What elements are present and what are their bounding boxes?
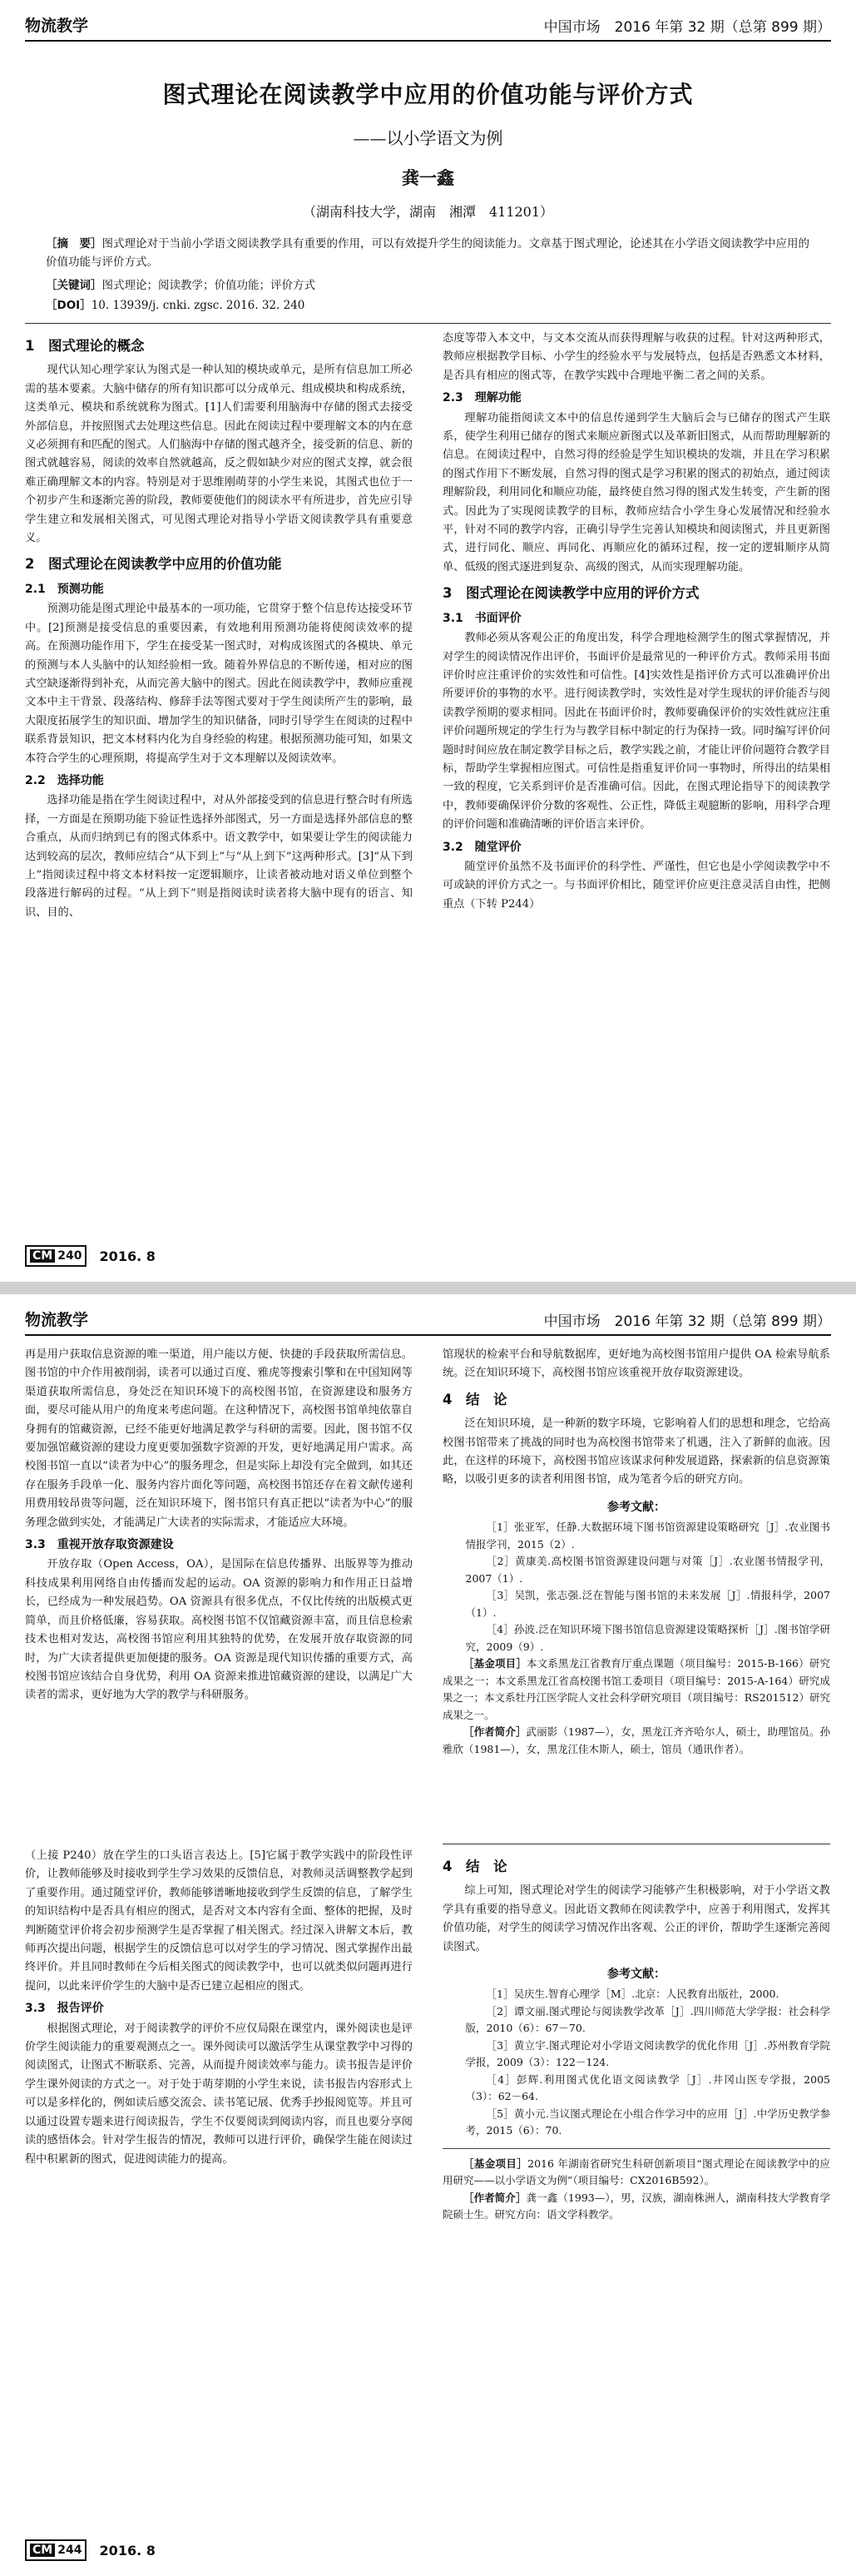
paragraph: 根据图式理论，对于阅读教学的评价不应仅局限在课堂内，课外阅读也是评价学生阅读能力的重要观测点之一。课外阅读可以激活学生从课堂教学中习得的阅读图式，让图式不断联系、完善，从而提升阅读效率与能力。读书报告是评价学生课外阅读的方式之一。对于处于萌芽期的小学生来说，读书报告内容形式上可以是多样化的，例如读后感交流会、读书笔记展、优秀手抄报阅览等。并且可以通过设置专题来进行阅读报告，学生不仅要阅读到阅读内容，而且也要分享阅读的感悟体会。针对学生报告的情况，教师可以进行评价，确保学生能在阅读过程中积累新的图式，促进阅读能力的提高。 [25,2022,413,2166]
running-header [25,1303,831,1336]
bio-label: ［作者简介］ [463,2191,527,2204]
page-number: 240 [57,1249,82,1263]
issue-date: 2016. 8 [99,1248,156,1264]
left-column [25,330,413,1220]
subsection-heading: 2.3 理解功能 [443,391,522,405]
section-heading: 2 图式理论在阅读教学中应用的价值功能 [25,556,282,573]
reference-item: ［3］吴凯，张志强.泛在智能与图书馆的未来发展［J］.情报科学，2007（1）. [465,1589,830,1619]
references-title: 参考文献： [607,1500,666,1514]
doi-block [46,296,810,315]
issue-info: 中国市场 2016 年第 32 期（总第 899 期） [543,1313,831,1330]
issue-info: 中国市场 2016 年第 32 期（总第 899 期） [543,19,831,36]
page-footer [25,1245,156,1267]
left-column-top [25,1346,413,1837]
running-header [25,8,831,42]
paragraph: 理解功能指阅读文本中的信息传递到学生大脑后会与已储存的图式产生联系，使学生利用已储存的图式来顺应新图式以及革新旧图式，从而帮助理解新的信息。在阅读过程中，自然习得的经验是学生知识模块的发端，并且在学习积累的图式作用下不断发展，自然习得的图式是学习积累的图式的初始点，通过阅读理解阶段，利用同化和顺应功能，最终使自然习得的图式发生转变，产生新的图式。因此为了实现阅读教学的目标，教师应结合小学生身心发展情况和经验水平，针对不同的教学内容，正确引导学生完善认知模块和阅读图式，并且更新图式，进行同化、顺应、再同化、再顺应化的循环过程，按一定的逻辑顺序从简单、低级的图式逐进到复杂、高级的图式，从而实现理解功能。 [443,411,830,573]
reference-item: ［4］彭辉.利用图式优化语文阅读教学［J］.井冈山医专学报，2005（3）：62－64. [465,2072,830,2103]
paragraph: （上接 P240）放在学生的口头语言表达上。[5]它属于教学实践中的阶段性评价，让教师能够及时接收到学生学习效果的反馈信息，对教师灵活调整教学起到了重要作用。通过随堂评价，教师能够谱晰地接收到学生反馈的信息，了解学生的知识结构中是否具有相应的图式，是否对文本内容有全面、整体的把握，及时判断随堂评价将会初步预测学生是否掌握了相关图式。经过深入讲解文本后，教师再次提出问题，根据学生的反馈信息可以对学生的学习情况、图式掌握作出最终评价。并且同时教师在今后相关图式的阅读教学中，也可以就类似问题再进行提问，以此来评价学生的大脑中是否已建立起相应的图式。 [25,1849,413,1993]
section-heading: 4 结 论 [443,1859,507,1874]
reference-item: ［5］黄小元.当议图式理论在小组合作学习中的应用［J］.中学历史教学参考，2015（6）：70. [465,2107,830,2137]
paragraph: 随堂评价虽然不及书面评价的科学性、严谨性，但它也是小学阅读教学中不可或缺的评价方式之一。与书面评价相比，随堂评价应更注意灵活自由性，把侧重点（下转 P244） [443,860,830,911]
subsection-heading: 3.3 重视开放存取资源建设 [25,1538,174,1552]
paragraph: 选择功能是指在学生阅读过程中，对从外部接受到的信息进行整合时有所选择，一方面是在预期功能下验证性选择外部图式，另一方面是选择外部信息的整合重点，从而归纳到已有的图式体系中。语文教学中，如果要让学生的阅读能力达到较高的层次，教师应结合“从下到上”与“从上到下”这两种形式。[3]“从下到上”指阅读过程中将文本材料按一定逻辑顺序，让读者被动地对语义单位到整个段落进行解码的过程。“从上到下”则是指阅读时读者将大脑中现有的语言、知识、目的、 [25,794,413,919]
author-affiliation: （湖南科技大学，湖南 湘潭 411201） [302,204,554,220]
author-bio [443,1724,830,1758]
fund-label: ［基金项目］ [463,2157,528,2170]
reference-item: ［2］黄康美.高校图书馆资源建设问题与对策［J］.农业图书情报学刊，2007（1）. [465,1555,830,1585]
subsection-heading: 2.2 选择功能 [25,773,104,787]
references-title: 参考文献： [607,1968,666,1982]
journal-badge [25,1245,87,1267]
reference-item: ［4］孙波.泛在知识环境下图书馆信息资源建设策略探析［J］.图书馆学研究，2009（9）. [465,1623,830,1653]
section-name: 物流教学 [25,1311,89,1329]
subsection-heading: 3.3 报告评价 [25,2002,104,2016]
author-bio [443,2190,830,2224]
abstract-label: ［摘 要］ [46,237,102,251]
journal-page-240 [0,0,856,1282]
section-name: 物流教学 [25,17,89,35]
keywords-label: ［关键词］ [46,279,102,292]
bio-text: 龚一鑫（1993—），男，汉族，湖南株洲人，湖南科技大学教育学院硕士生。研究方向：语文学科教学。 [443,2191,830,2221]
reference-item: ［1］吴庆生.智育心理学［M］.北京：人民教育出版社，2000. [486,1988,779,2001]
abstract-block [46,235,810,271]
bio-label: ［作者简介］ [463,1725,527,1739]
section-heading: 1 图式理论的概念 [25,338,145,354]
divider [443,2148,830,2149]
paragraph: 教师必须从客观公正的角度出发，科学合理地检测学生的图式掌握情况，并对学生的阅读情况作出评价，书面评价是最常见的一种评价方式。教师采用书面评价时应注重评价的实效性和可信性。[4]实效性是指评价方式可以准确评价出所要评价的事物的水平。进行阅读教学时，实效性是对学生现状的评价能否与阅读教学预期的要求相同。因此在书面评价时，教师要确保评价的实效性就应注重评价问题所规定的学生行为与教学目标中制定的行为保持一致。同时编写评价问题时时间应放在制定教学目标之后，教学实践之前，才能让评价问题符合教学目标，帮助学生掌握相应图式。可信性是指重复评价同一事物时，所得出的结果相一致的程度，它关系到评价是否准确可信。因此，在图式理论指导下的阅读教学中，教师要确保评价分数的客观性、公正性，降低主观臆断的影响，用科学合理的评价问题和准确清晰的评价语言来评价。 [443,632,830,831]
fund-label: ［基金项目］ [463,1657,527,1670]
reference-item: ［1］张亚军，任静.大数据环境下图书馆资源建设策略研究［J］.农业图书情报学刊，2015（2）. [465,1521,830,1551]
keywords-block [46,276,810,295]
journal-logo-icon: CM [30,1249,55,1263]
paragraph: 态度等带入本文中，与文本交流从而获得理解与收获的过程。针对这两种形式，教师应根据教学目标、小学生的经验水平与发展特点，包括是否熟悉文本材料，是否具有相应的图式等，在教学实践中合理地平衡二者之间的关系。 [443,332,830,382]
doi-text: 10. 13939/j. cnki. zgsc. 2016. 32. 240 [91,299,305,312]
keywords-text: 图式理论；阅读教学；价值功能；评价方式 [101,279,315,292]
page-gap [0,1282,856,1294]
doi-label: ［DOI］ [46,299,92,312]
paragraph: 综上可知，图式理论对学生的阅读学习能够产生积极影响，对于小学语文教学具有重要的指导意义。因此语文教师在阅读教学中，应善于利用图式，发挥其价值功能，对学生的阅读学习情况作出客观、公正的评价，帮助学生逐渐完善阅读图式。 [443,1884,830,1953]
fund-text: 本文系黑龙江省教育厅重点课题（项目编号：2015-B-166）研究成果之一；本文系黑龙江省高校图书馆工委项目（项目编号：2015-A-164）研究成果之一；本文系牡丹江医学院人文社会科学研究项目（项目编号：RS201512）研究成果之一。 [443,1657,830,1721]
paragraph: 现代认知心理学家认为图式是一种认知的模块或单元，是所有信息加工所必需的基本要素。大脑中储存的所有知识都可以分成单元、组成模块和构成系统，这类单元、模块和系统就称为图式。[1]人们需要利用脑海中存储的图式去接受外部信息，并按照图式去处理这些信息。因此在阅读过程中要理解文本的内在意义必须拥有和匹配的图式。人们脑海中存储的图式越齐全，接受新的信息、新的图式就越容易，阅读的效率自然就越高，反之假如缺少对应的图式支撑，就会很难正确理解文本的内容。特别是对于思维刚萌芽的小学生来说，其图式也位于一个初步产生和逐渐完善的阶段，教师要使他们的阅读水平有所进步，首先应引导学生建立和发展相关图式，可见图式理论对指导小学语文阅读教学具有重要意义。 [25,364,413,545]
divider [25,323,831,324]
bio-text: 武丽影（1987—），女，黑龙江齐齐哈尔人，硕士，助理馆员。孙雅欣（1981—），女，黑龙江佳木斯人，硕士，馆员（通讯作者）。 [443,1725,830,1755]
journal-badge [25,2539,87,2561]
page-footer [25,2539,156,2561]
subsection-heading: 3.1 书面评价 [443,611,522,625]
section-heading: 3 图式理论在阅读教学中应用的评价方式 [443,585,700,602]
abstract-text: 图式理论对于当前小学语文阅读教学具有重要的作用，可以有效提升学生的阅读能力。文章基于图式理论，论述其在小学语文阅读教学中应用的价值功能与评价方式。 [46,237,809,269]
author-name: 龚一鑫 [402,168,454,188]
subsection-heading: 3.2 随堂评价 [443,840,522,854]
paragraph: 开放存取（Open Access，OA），是国际在信息传播界、出版界等为推动科技成果利用网络自由传播而发起的运动。OA 资源的影响力和作用正日益增长，已经成为一种发展趋势。OA 资源具有很多优点，不仅比传统的出版模式更简单，而且价格低廉，容易获取。高校图书馆不仅馆藏资源丰富，而且信息检索技术也相对发达，高校图书馆应利用其独特的优势，在发展开放存取资源的同时，为广大读者提供更加便捷的服务。OA 资源是现代知识传播的重要方式，高校图书馆应该结合自身优势，利用 OA 资源来推进馆藏资源的建设，以满足广大读者的需求，更好地为大学的教学与科研服务。 [25,1558,413,1702]
paragraph: 泛在知识环境，是一种新的数字环境，它影响着人们的思想和理念，它给高校图书馆带来了挑战的同时也为高校图书馆带来了机遇，注入了新鲜的血液。因此，在这样的环境下，高校图书馆应该谋求何种发展道路，探索新的信息资源策略，以吸引更多的读者利用图书馆，成为笔者今后的研究方向。 [443,1417,830,1487]
article-title: 图式理论在阅读教学中应用的价值功能与评价方式 [162,81,694,108]
fund-note [443,2156,830,2190]
journal-page-244 [0,1294,856,2576]
reference-item: ［3］黄立宇.图式理论对小学语文阅读教学的优化作用［J］.苏州教育学院学报，2009（3）：122－124. [465,2038,830,2069]
subsection-heading: 2.1 预测功能 [25,582,104,596]
paragraph: 再是用户获取信息资源的唯一渠道，用户能以方便、快捷的手段获取所需信息。图书馆的中介作用被削弱，读者可以通过百度、雅虎等搜索引擎和在中国知网等渠道获取所需信息，身处泛在知识环境下的高校图书馆，在资源建设和服务方面，要尽可能从用户的角度来考虑问题。在这种情况下，高校图书馆单纯依靠自身拥有的馆藏资源，已经不能更好地满足教学与科研的需要。因此，图书馆不仅要加强馆藏资源的建设力度更要加强数字资源的开发，更好地满足用户需求。高校图书馆一直以“读者为中心”的服务理念，但是实际上却没有完全做到，如其还存在服务手段单一化、服务内容片面化等问题，高校图书馆还存在着文献传递利用费用较昂贵等问题，泛在知识环境下，图书馆只有真正把以“读者为中心”的服务理念做到实处，才能满足广大读者的实际需求，才能适应大环境。 [25,1348,413,1529]
fund-text: 2016 年湖南省研究生科研创新项目“图式理论在阅读教学中的应用研究——以小学语文为例”（项目编号：CX2016B592）。 [443,2157,830,2187]
reference-item: ［2］谭文丽.图式理论与阅读教学改革［J］.四川师范大学学报：社会科学版，2010（6）：67－70. [465,2004,830,2035]
left-column-bottom [25,1847,413,2513]
paragraph: 预测功能是图式理论中最基本的一项功能，它贯穿于整个信息传达接受环节中。[2]预测是接受信息的重要因素，有效地利用预测功能将使阅读效率的提高。在预测功能作用下，学生在接受某一图式时，对构成该图式的各模块、单元的预测与本人头脑中的认知经验相一致。随着外界信息的不断传递，相对应的图式空缺逐渐得到补充，从而完善大脑中的图式。因此在阅读教学中，教师应重视文本中主干背景、段落结构、修辞手法等图式要对于学生阅读所产生的影响，最大限度拓展学生的知识面、增加学生的知识储备，同时引导学生在阅读的过程中联系背景知识，把文本材料内化为自身经验的构建。根据预测功能可知，如果文本符合学生的心理预期，将提高学生对于文本理解以及阅读效率。 [25,603,413,765]
fund-note [443,1655,830,1724]
paragraph: 馆现状的检索平台和导航数据库，更好地为高校图书馆用户提供 OA 检索导航系统。泛在知识环境下，高校图书馆应该重视开放存取资源建设。 [443,1348,830,1380]
article-subtitle: ——以小学语文为例 [353,128,503,148]
right-column-top [443,1346,830,1837]
right-column-bottom [443,1850,830,2513]
journal-logo-icon: CM [30,2544,55,2557]
section-heading: 4 结 论 [443,1391,507,1407]
right-column [443,330,830,1220]
page-number: 244 [57,2544,82,2557]
issue-date: 2016. 8 [99,2542,156,2559]
